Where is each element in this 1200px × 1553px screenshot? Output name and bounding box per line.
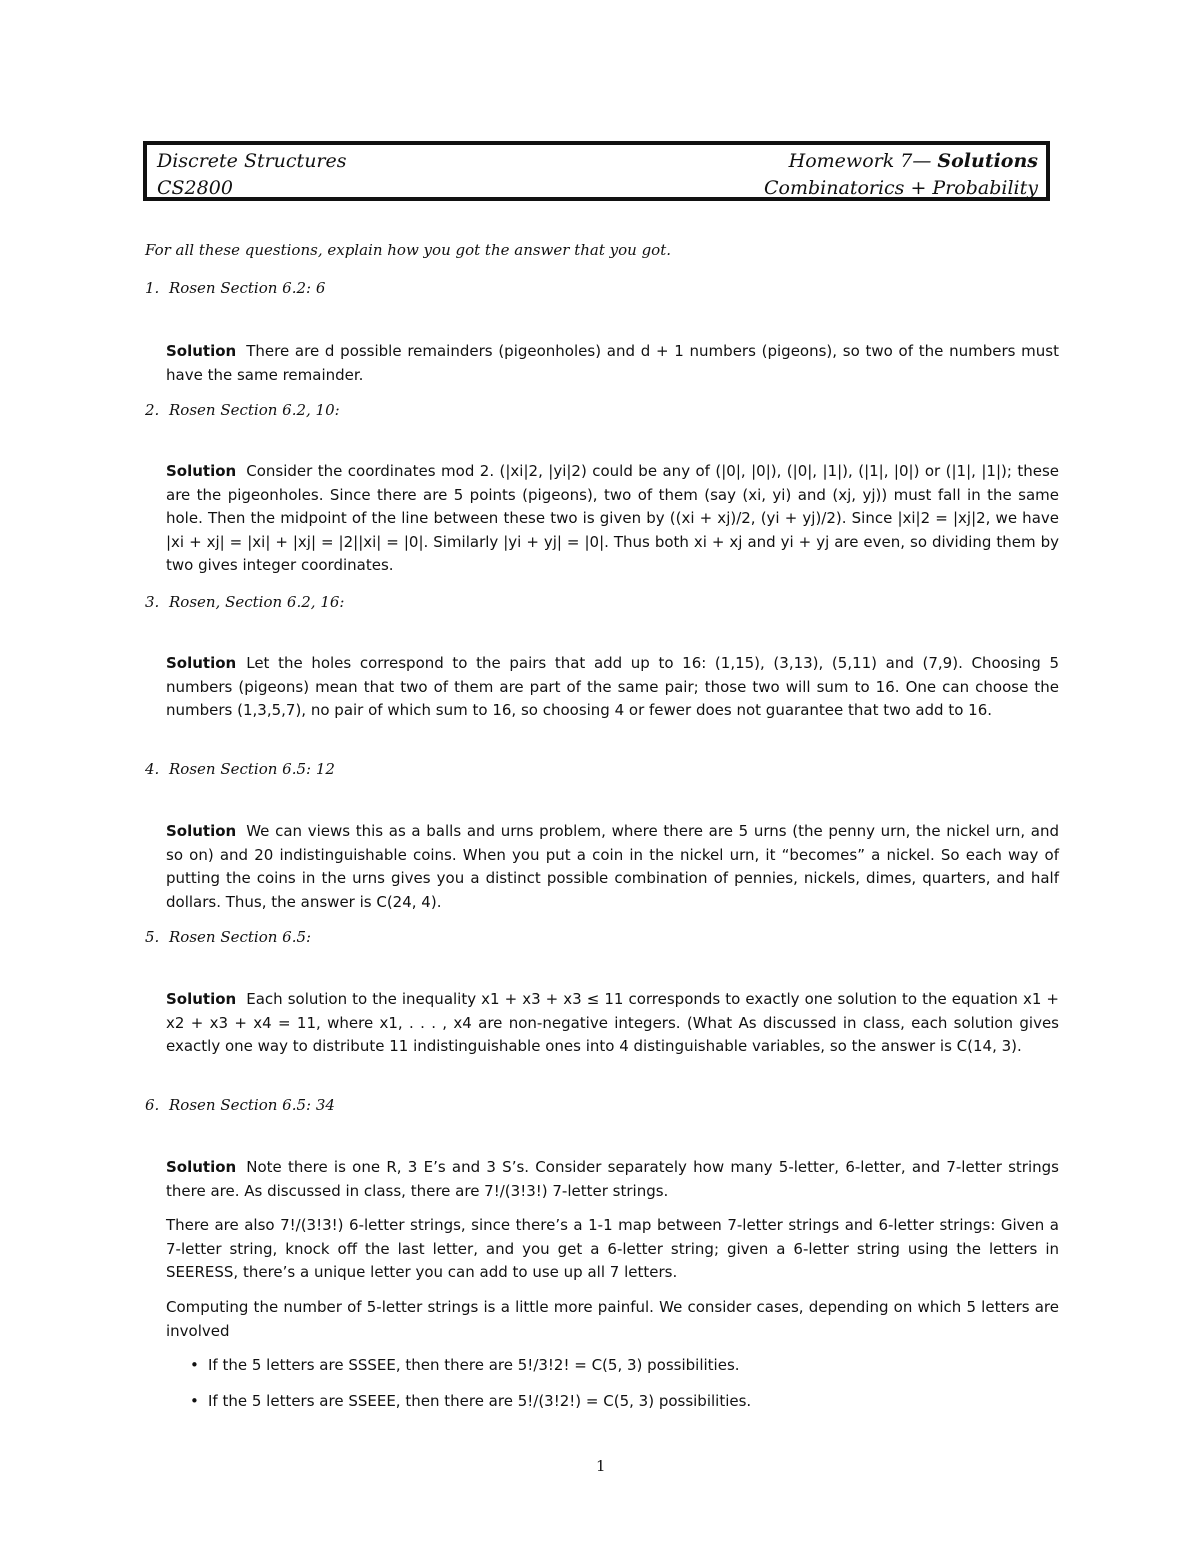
solution-label: Solution	[166, 1158, 237, 1176]
header-row-2	[157, 177, 1038, 199]
homework-title: Homework 7— Solutions	[788, 150, 1038, 172]
question-title: Rosen Section 6.5: 34	[169, 1096, 335, 1114]
question-number: 3.	[145, 593, 160, 611]
solution-text: We can views this as a balls and urns problem, where there are 5 urns (the penny urn, the nickel urn, and so on) and 20 indistinguishable coins. When you put a coin in the nickel urn, it “becomes” a nickel. So each way of putting the coins in the urns gives you a distinct possible combination of pennies, nickels, dimes, quarters, and half dollars. Thus, the answer is C(24, 4).	[166, 822, 1059, 911]
solution-paragraph	[166, 340, 1059, 387]
question-number: 4.	[145, 760, 160, 778]
question-title: Rosen Section 6.2, 10:	[169, 401, 340, 419]
solution-text: Let the holes correspond to the pairs that add up to 16: (1,15), (3,13), (5,11) and (7,9). Choosing 5 numbers (pigeons) mean that two of them are part of the same pair; those two will sum to 16. One can choose the numbers (1,3,5,7), no pair of which sum to 16, so choosing 4 or fewer does not guarantee that two add to 16.	[166, 654, 1059, 720]
question-title: Rosen Section 6.5: 12	[169, 760, 335, 778]
homework-topic: Combinatorics + Probability	[764, 177, 1038, 199]
solution-label: Solution	[166, 990, 237, 1008]
question-title: Rosen Section 6.2: 6	[169, 279, 326, 297]
solution-text: Each solution to the inequality x1 + x3 + x3 ≤ 11 corresponds to exactly one solution to the equation x1 + x2 + x3 + x4 = 11, where x1, . . . , x4 are non-negative integers. (What As discussed in class, each solution gives exactly one way to distribute 11 indistinguishable ones into 4 distinguishable variables, so the answer is C(14, 3).	[166, 990, 1059, 1056]
question-number: 5.	[145, 928, 160, 946]
solution-label: Solution	[166, 462, 237, 480]
course-code: CS2800	[157, 177, 233, 199]
intro-text: For all these questions, explain how you got the answer that you got.	[145, 241, 672, 259]
solution-paragraph	[166, 460, 1059, 578]
solution-text: Consider the coordinates mod 2. (|xi|2, |yi|2) could be any of (|0|, |0|), (|0|, |1|), (|1|, |0|) or (|1|, |1|); these are the pigeonholes. Since there are 5 points (pigeons), two of them (say (xi, yi) and (xj, yj)) must fall in the same hole. Then the midpoint of the line between these two is given by ((xi + xj)/2, (yi + yj)/2). Since |xi|2 = |xj|2, we have |xi + xj| = |xi| + |xj| = |2||xi| = |0|. Similarly |yi + yj| = |0|. Thus both xi + xj and yi + yj are even, so dividing them by two gives integer coordinates.	[166, 462, 1059, 575]
question-number: 1.	[145, 279, 160, 297]
solution-text: Note there is one R, 3 E’s and 3 S’s. Consider separately how many 5-letter, 6-letter, and 7-letter strings there are. As discussed in class, there are 7!/(3!3!) 7-letter strings.	[166, 1158, 1059, 1200]
solution-paragraph	[166, 652, 1059, 723]
solution-paragraph-3: Computing the number of 5-letter strings is a little more painful. We consider cases, depending on which 5 letters are involved	[166, 1298, 1059, 1340]
solution-paragraph	[166, 988, 1059, 1059]
solutions-label: Solutions	[937, 150, 1038, 172]
bullet-marker: •	[190, 1356, 199, 1374]
header-box	[143, 141, 1050, 201]
question-title: Rosen, Section 6.2, 16:	[169, 593, 345, 611]
solution-paragraph	[166, 1156, 1059, 1203]
bullet-item: If the 5 letters are SSEEE, then there are 5!/(3!2!) = C(5, 3) possibilities.	[208, 1392, 752, 1410]
question-number: 6.	[145, 1096, 160, 1114]
solution-label: Solution	[166, 654, 237, 672]
solution-label: Solution	[166, 342, 237, 360]
bullet-item: If the 5 letters are SSSEE, then there are 5!/3!2! = C(5, 3) possibilities.	[208, 1356, 740, 1374]
solution-label: Solution	[166, 822, 237, 840]
question-title: Rosen Section 6.5:	[169, 928, 312, 946]
solution-text: There are d possible remainders (pigeonholes) and d + 1 numbers (pigeons), so two of the numbers must have the same remainder.	[166, 342, 1059, 384]
header-row-1	[157, 150, 1038, 172]
solution-paragraph-2: There are also 7!/(3!3!) 6-letter strings, since there’s a 1-1 map between 7-letter strings and 6-letter strings: Given a 7-letter string, knock off the last letter, and you get a 6-letter string; given a 6-letter string using the letters in SEERESS, there’s a unique letter you can add to use up all 7 letters.	[166, 1216, 1059, 1282]
page-number: 1	[596, 1457, 606, 1475]
question-number: 2.	[145, 401, 160, 419]
bullet-marker: •	[190, 1392, 199, 1410]
solution-paragraph	[166, 820, 1059, 914]
course-name: Discrete Structures	[157, 150, 347, 172]
